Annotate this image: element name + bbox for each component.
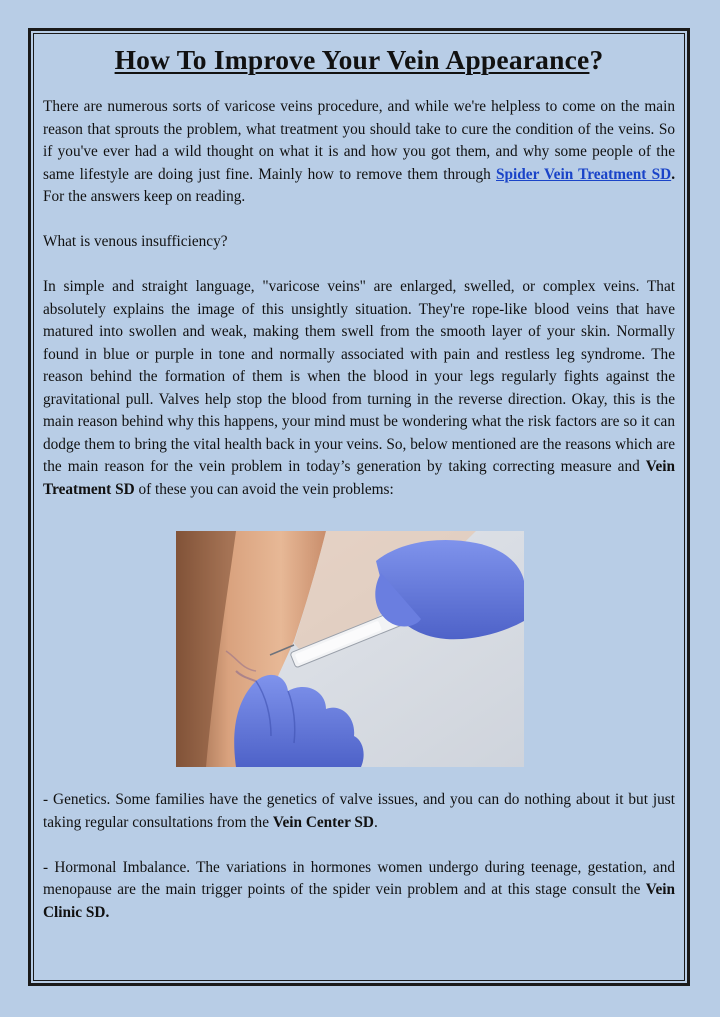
genetics-text: - Genetics. Some families have the genetics of valve issues, and you can do nothing about it but just taking regular consultations from the <box>43 791 675 831</box>
genetics-paragraph <box>43 789 675 834</box>
vein-clinic-bold: Vein Clinic SD. <box>43 881 675 921</box>
intro-paragraph <box>43 96 675 209</box>
page-title-text: How To Improve Your Vein Appearance <box>114 44 590 75</box>
intro-tail: For the answers keep on reading. <box>43 188 246 205</box>
hormonal-text: - Hormonal Imbalance. The variations in hormones women undergo during teenage, gestation, and menopause are the main trigger points of the spider vein problem and at this stage consult the <box>43 858 675 898</box>
genetics-tail: . <box>373 813 378 831</box>
article <box>43 44 675 924</box>
body-tail: of these you can avoid the vein problems: <box>134 480 394 498</box>
section-question: What is venous insufficiency? <box>43 233 228 250</box>
intro-link-dot: . <box>671 165 676 183</box>
vein-treatment-bold: Vein Treatment SD <box>43 458 675 498</box>
page-title <box>43 44 675 76</box>
body-text: In simple and straight language, "varicose veins" are enlarged, swelled, or complex veins. That absolutely explains the image of this unsightly situation. They're rope-like blood veins that have matured into swollen and weak, making them swell from the smooth layer of your skin. Normally found in blue or purple in tone and normally associated with pain and restless leg syndrome. The reason behind the formation of them is when the blood in your legs regularly fights against the gravitational pull. Valves help stop the blood from turning in the reverse direction. Okay, this is the main reason behind why this happens, your mind must be wondering what the risk factors are so it can dodge them to bring the vital health back in your veins. So, below mentioned are the reasons which are the main reason for the vein problem in today’s generation by taking correcting measure and <box>43 278 675 475</box>
spider-vein-treatment-link[interactable]: Spider Vein Treatment SD <box>496 165 672 183</box>
vein-center-bold: Vein Center SD <box>272 813 374 831</box>
body-paragraph <box>43 276 675 501</box>
injection-photo <box>176 531 524 767</box>
intro-text: There are numerous sorts of varicose veins procedure, and while we're helpless to come on the main reason that sprouts the problem, what treatment you should take to cure the condition of the veins. So if you've ever had a wild thought on what it is and how you got them, and why some people of the same lifestyle are doing just fine. Mainly how to remove them through <box>43 98 675 183</box>
page-title-mark: ? <box>589 44 604 75</box>
hormonal-paragraph <box>43 857 675 925</box>
